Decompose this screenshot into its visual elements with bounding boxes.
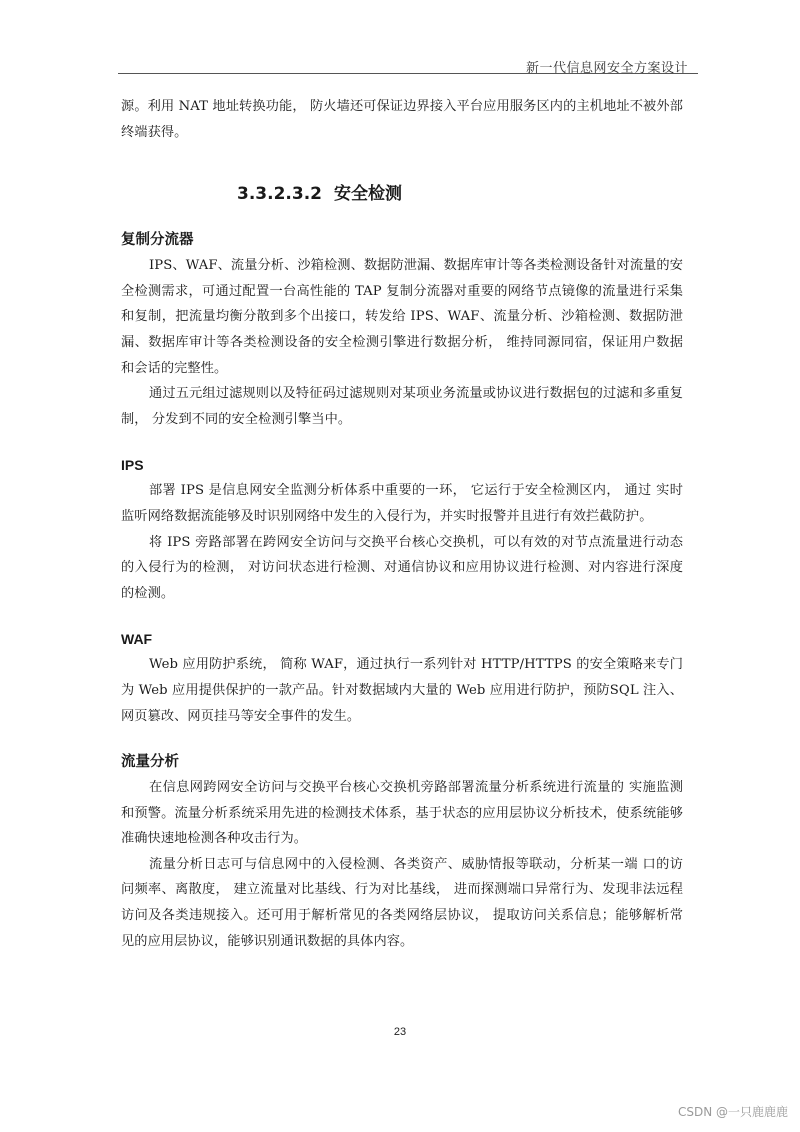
waf-paragraph-1: Web 应用防护系统， 简称 WAF，通过执行一系列针对 HTTP/HTTPS 的安全策略来专门为 Web 应用提供保护的一款产品。针对数据域内大量的 Web 应用进行防护，预防SQL 注入、网页篡改、网页挂马等安全事件的发生。	[121, 657, 683, 724]
header-rule	[118, 73, 698, 74]
page-number: 23	[393, 1026, 407, 1038]
section-title: 安全检测	[333, 184, 402, 205]
subheading-tap: 复制分流器	[121, 232, 194, 249]
traffic-paragraph-1: 在信息网跨网安全访问与交换平台核心交换机旁路部署流量分析系统进行流量的 实施监测和预警。流量分析系统采用先进的检测技术体系，基于状态的应用层协议分析技术，使系统能够准确快速地检测各种攻击行为。	[121, 780, 683, 847]
csdn-watermark: CSDN @一只鹿鹿鹿	[677, 1105, 788, 1119]
running-header: 新一代信息网安全方案设计	[525, 61, 688, 76]
tap-paragraph-2: 通过五元组过滤规则以及特征码过滤规则对某项业务流量或协议进行数据包的过滤和多重复制， 分发到不同的安全检测引擎当中。	[121, 386, 683, 427]
section-heading	[237, 179, 683, 227]
subheading-waf: WAF	[121, 631, 153, 648]
tap-paragraph-1: IPS、WAF、流量分析、沙箱检测、数据防泄漏、数据库审计等各类检测设备针对流量的安全检测需求，可通过配置一台高性能的 TAP 复制分流器对重要的网络节点镜像的流量进行采集和复制，把流量均衡分散到多个出接口，转发给 IPS、WAF、流量分析、沙箱检测、数据防泄漏、数据库审计等各类检测设备的安全检测引擎进行数据分析， 维持同源同宿，保证用户数据和会话的完整性。	[121, 258, 683, 376]
traffic-paragraph-2: 流量分析日志可与信息网中的入侵检测、各类资产、威胁情报等联动，分析某一端 口的访问频率、离散度， 建立流量对比基线、行为对比基线， 进而探测端口异常行为、发现非法远程访问及各类违规接入。还可用于解析常见的各类网络层协议， 提取访问关系信息；能够解析常见的应用层协议，能够识别通讯数据的具体内容。	[121, 856, 683, 949]
page-body	[121, 94, 683, 954]
intro-paragraph: 源。利用 NAT 地址转换功能， 防火墙还可保证边界接入平台应用服务区内的主机地址不被外部终端获得。	[121, 99, 683, 140]
subheading-ips: IPS	[121, 457, 144, 474]
ips-paragraph-2: 将 IPS 旁路部署在跨网安全访问与交换平台核心交换机，可以有效的对节点流量进行动态的入侵行为的检测， 对访问状态进行检测、对通信协议和应用协议进行检测、对内容进行深度的检测。	[121, 534, 683, 601]
section-number: 3.3.2.3.2	[237, 184, 322, 205]
subheading-traffic-analysis: 流量分析	[121, 754, 179, 771]
ips-paragraph-1: 部署 IPS 是信息网安全监测分析体系中重要的一环， 它运行于安全检测区内， 通过 实时监听网络数据流能够及时识别网络中发生的入侵行为，并实时报警并且进行有效拦截防护。	[121, 483, 683, 524]
